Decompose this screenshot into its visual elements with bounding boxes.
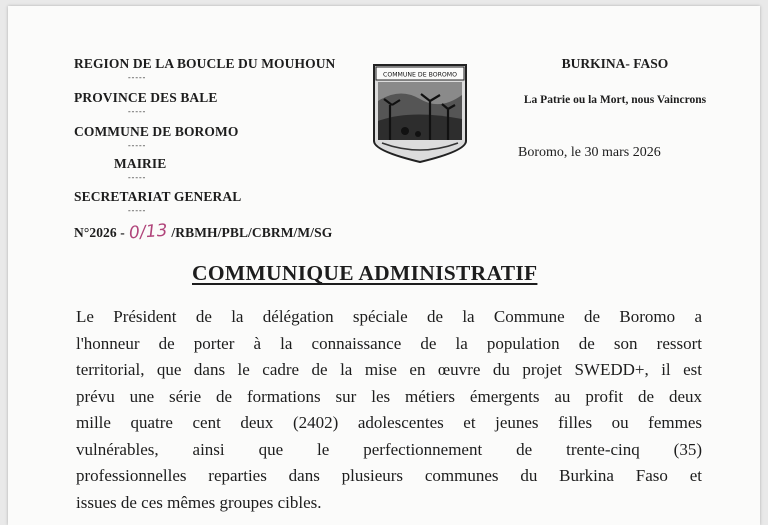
document-page	[8, 6, 760, 525]
body-line: prévu une série de formations sur les métiers émergents au profit de deux	[76, 386, 702, 406]
reference-number	[74, 222, 332, 242]
document-date: Boromo, le 30 mars 2026	[518, 145, 661, 160]
province-line: PROVINCE DES BALE	[74, 90, 218, 105]
communique-body	[76, 304, 702, 516]
mairie-line: MAIRIE	[114, 156, 167, 171]
handwritten-number: 0/13	[128, 220, 169, 244]
body-line: mille quatre cent deux (2402) adolescentes et jeunes filles ou femmes	[76, 413, 702, 432]
seal-text: COMMUNE DE BOROMO	[383, 71, 457, 79]
separator: -----	[128, 141, 147, 150]
document-title: COMMUNIQUE ADMINISTRATIF	[192, 261, 538, 285]
body-line: Le Président de la délégation spéciale de la Commune de Boromo a	[76, 307, 702, 326]
national-motto: La Patrie ou la Mort, nous Vaincrons	[523, 94, 707, 106]
separator: -----	[128, 206, 147, 215]
separator: -----	[128, 173, 147, 182]
secretariat-line: SECRETARIAT GENERAL	[74, 189, 242, 204]
reference-suffix: /RBMH/PBL/CBRM/M/SG	[171, 225, 333, 240]
reference-prefix: N°2026 -	[74, 225, 125, 240]
body-line: issues de ces mêmes groupes cibles.	[76, 492, 322, 512]
region-line: REGION DE LA BOUCLE DU MOUHOUN	[74, 56, 336, 71]
commune-line: COMMUNE DE BOROMO	[74, 124, 239, 139]
commune-seal-icon	[370, 61, 470, 163]
body-line: professionnelles reparties dans plusieurs communes du Burkina Faso et	[76, 466, 702, 485]
separator: -----	[128, 107, 147, 116]
body-line: l'honneur de porter à la connaissance de la population de son ressort	[76, 333, 702, 353]
separator: -----	[128, 73, 147, 82]
body-line: territorial, que dans le cadre de la mise en œuvre du projet SWEDD+, il est	[76, 360, 702, 379]
country-name: BURKINA- FASO	[561, 56, 669, 71]
body-line: vulnérables, ainsi que le perfectionnement de trente-cinq (35)	[76, 439, 702, 459]
